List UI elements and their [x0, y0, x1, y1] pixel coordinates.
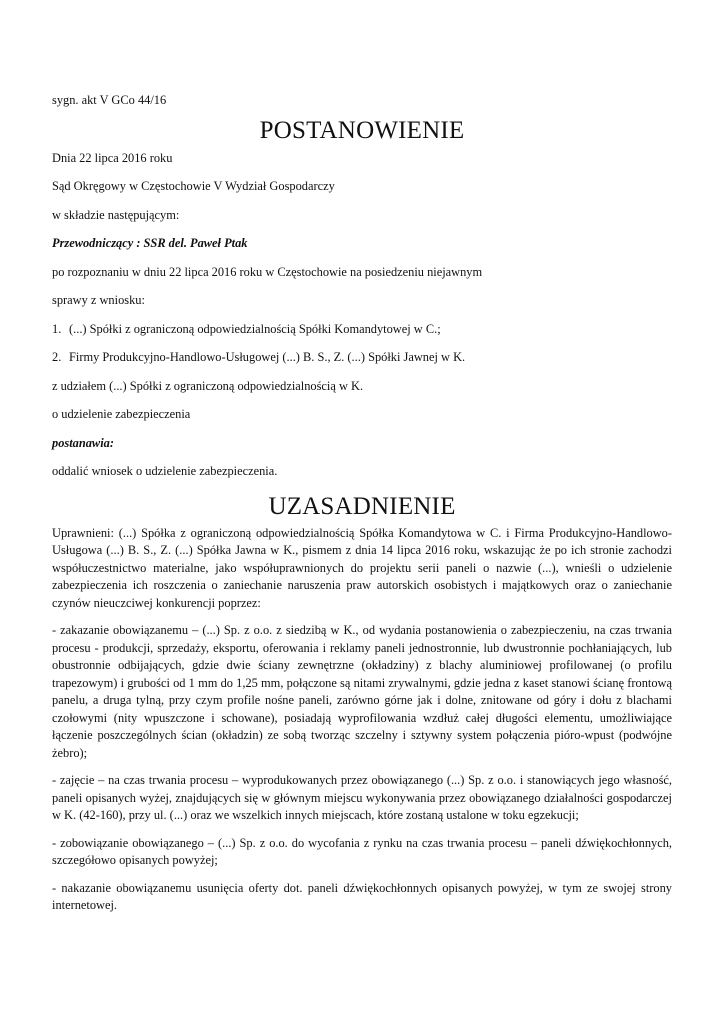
subject-line: o udzielenie zabezpieczenia: [52, 407, 191, 421]
party-text: Firmy Produkcyjno-Handlowo-Usługowej (...) B. S., Z. (...) Spółki Jawnej w K.: [69, 350, 466, 364]
case-reference: sygn. akt V GCo 44/16: [52, 93, 167, 107]
justification-paragraph: - zajęcie – na czas trwania procesu – wyprodukowanych przez obowiązanego (...) Sp. z o.o. i stanowiących jego własność, paneli opisanych wyżej, znajdujących się w głównym miejscu wykonywania przez obowiązanego działalności gospodarczej w K. (42-160), przy ul. (...) oraz we wszelkich innych miejscach, które zostaną ustalone w toku egzekucji;: [52, 773, 672, 822]
hearing-line: po rozpoznaniu w dniu 22 lipca 2016 roku w Częstochowie na posiedzeniu niejawnym: [52, 264, 483, 279]
party-item: [52, 349, 672, 367]
party-number: 1.: [52, 321, 62, 336]
participation-line: z udziałem (...) Spółki z ograniczoną odpowiedzialnością w K.: [52, 378, 364, 393]
party-number: 2.: [52, 350, 62, 364]
justification-paragraph: Uprawnieni: (...) Spółka z ograniczoną odpowiedzialnością Spółka Komandytowa w C. i Firma Produkcyjno-Handlowo-Usługowa (...) B. S., Z. (...) Spółka Jawna w K., pismem z dnia 14 lipca 2016 roku, wskazując że po ich stronie zachodzi współuczestnictwo materialne, jako współuprawnionych do projektu serii paneli o nazwie (...), wnieśli o udzielenie zabezpieczenia ich roszczenia o zaniechanie naruszenia praw autorskich osobistych i majątkowych oraz o zaniechanie czynów nieuczciwej konkurencji poprzez:: [52, 525, 672, 610]
party-item: [52, 321, 672, 339]
party-text: (...) Spółki z ograniczoną odpowiedzialnością Spółki Komandytowej w C.;: [69, 321, 441, 336]
presiding-judge: Przewodniczący : SSR del. Paweł Ptak: [52, 236, 248, 250]
justification-paragraph: - zobowiązanie obowiązanego – (...) Sp. z o.o. do wycofania z rynku na czas trwania procesu – paneli dźwiękochłonnych, szczegółowo opisanych powyżej;: [52, 835, 672, 867]
date-line: Dnia 22 lipca 2016 roku: [52, 150, 173, 165]
case-intro: sprawy z wniosku:: [52, 293, 145, 307]
ruling-text: oddalić wniosek o udzielenie zabezpieczenia.: [52, 464, 278, 478]
justification-title: UZASADNIENIE: [268, 492, 456, 520]
document-title: POSTANOWIENIE: [259, 116, 465, 144]
composition-line: w składzie następującym:: [52, 207, 180, 222]
justification-paragraph: - zakazanie obowiązanemu – (...) Sp. z o.o. z siedzibą w K., od wydania postanowienia o zabezpieczeniu, na czas trwania procesu - produkcji, sprzedaży, eksportu, oferowania i reklamy paneli jednostronnie, lub dwustronnie pochłaniających, lub obustronnie odbijających, gdzie dwie ściany zewnętrzne (okładziny) z blachy aluminiowej profilowanej (o profilu trapezowym) i grubości od 1 mm do 1,25 mm, połączone są nitami zrywalnymi, gdzie jedna z kaset stanowi ścianę frontową panelu, a druga tylną, przy czym profile nośne paneli, zarówno górne jak i dolne, znitowane od góry i dołu z blachami czołowymi (nity wpuszczone i schowane), posiadają wyprofilowania wzdłuż całej długości elementu, umożliwiające łączenie poszczególnych ścian (okładzin) ze sobą tworząc szczelny i sztywny system połączenia pióro-wpust (podwójne żebro);: [52, 623, 672, 760]
court-name: Sąd Okręgowy w Częstochowie V Wydział Gospodarczy: [52, 179, 335, 193]
justification-paragraph: - nakazanie obowiązanemu usunięcia oferty dot. paneli dźwiękochłonnych opisanych powyżej, w tym ze swojej strony internetowej.: [52, 880, 672, 912]
document-body: [52, 92, 672, 925]
decides-label: postanawia:: [52, 435, 114, 450]
